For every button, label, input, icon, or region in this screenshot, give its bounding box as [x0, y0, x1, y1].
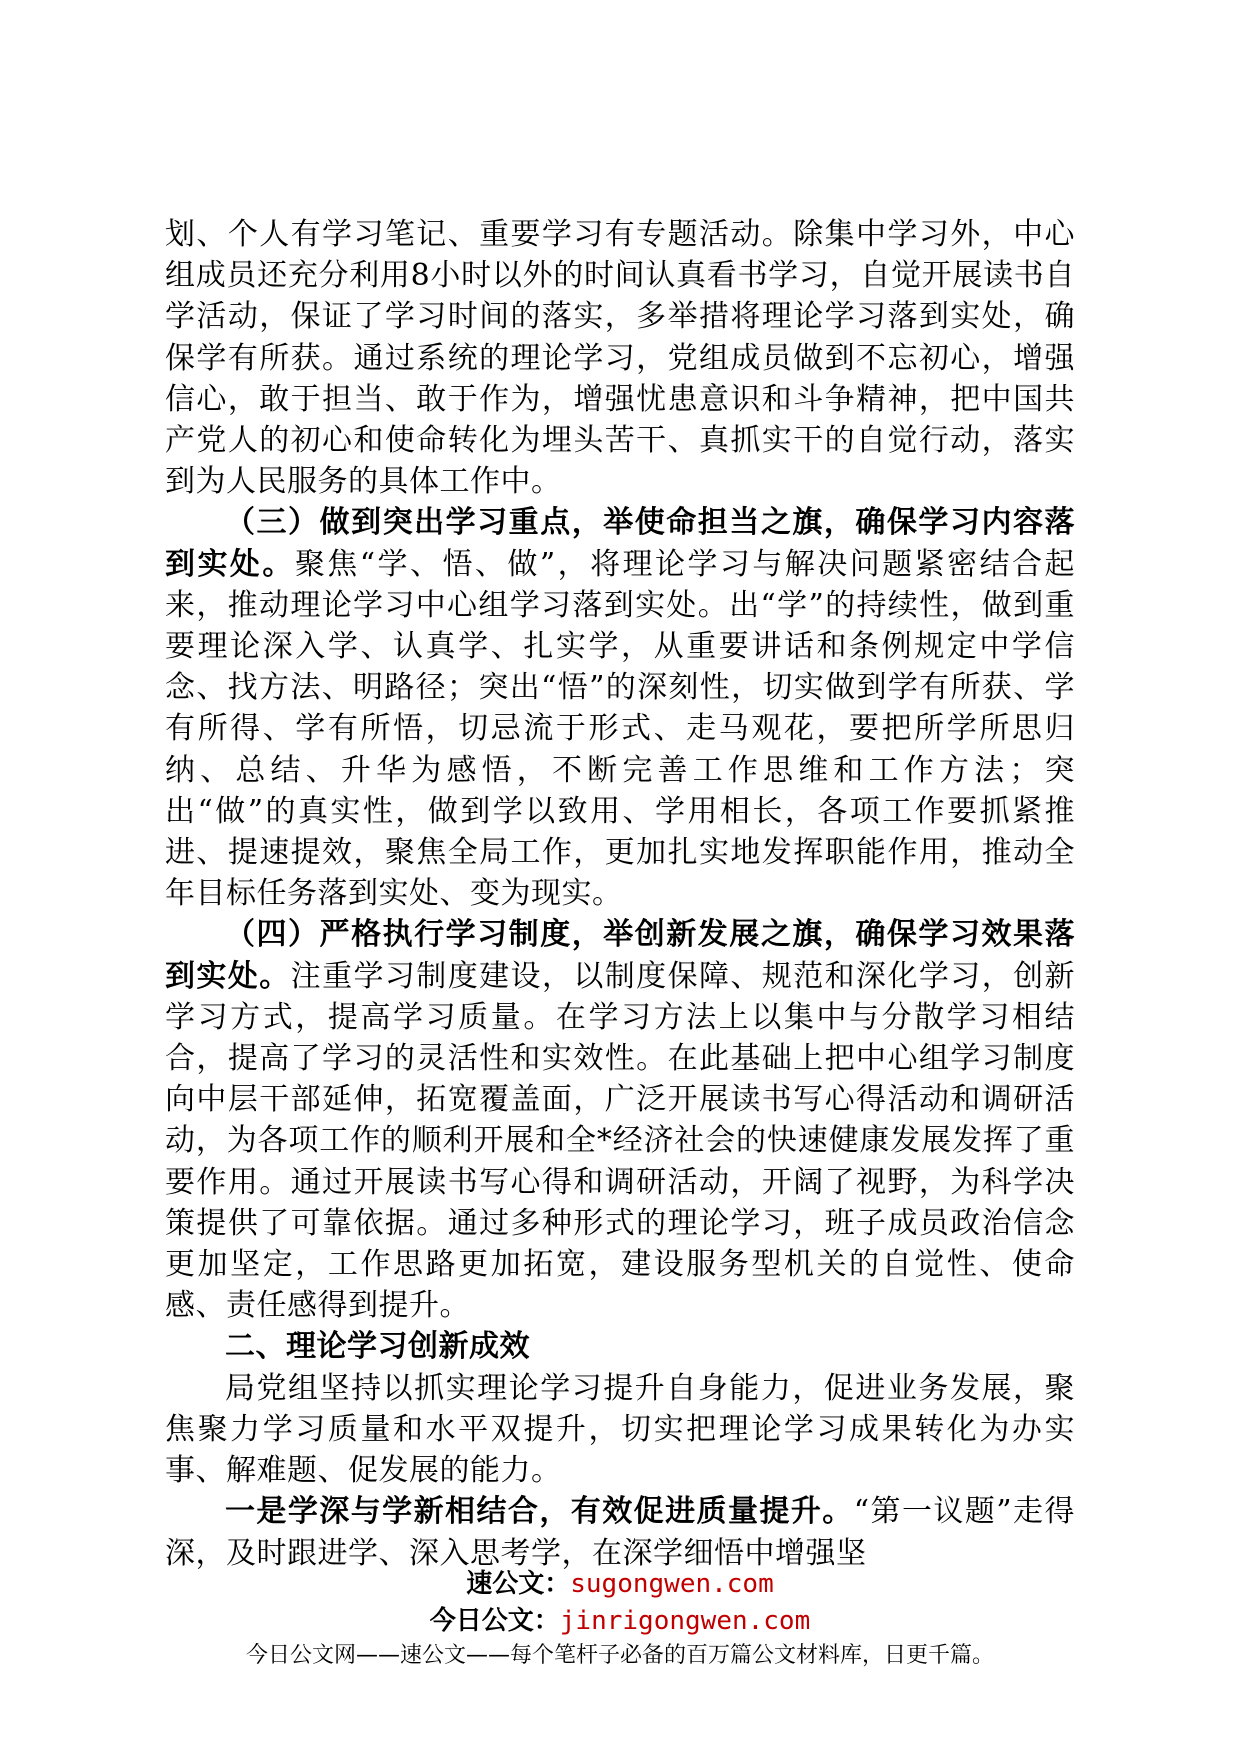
paragraph-point-1	[165, 1491, 1075, 1573]
footer-label: 今日公文：	[429, 1606, 560, 1636]
paragraph-section-3	[165, 502, 1075, 914]
footer-label: 速公文：	[466, 1569, 571, 1599]
paragraph-text: 划、个人有学习笔记、重要学习有专题活动。除集中学习外，中心组成员还充分利用8小时以外的时间认真看书学习，自觉开展读书自学活动，保证了学习时间的落实，多举措将理论学习落到实处，确保学有所获。通过系统的理论学习，党组成员做到不忘初心，增强信心，敢于担当、敢于作为，增强忧患意识和斗争精神，把中国共产党人的初心和使命转化为埋头苦干、真抓实干的自觉行动，落实到为人民服务的具体工作中。	[165, 217, 1075, 500]
point-heading-1: 一是学深与学新相结合，有效促进质量提升。	[225, 1494, 854, 1530]
paragraph-text: 局党组坚持以抓实理论学习提升自身能力，促进业务发展，聚焦聚力学习质量和水平双提升，切实把理论学习成果转化为办实事、解难题、促发展的能力。	[165, 1370, 1075, 1489]
paragraph-intro	[165, 1368, 1075, 1492]
chapter-heading-2: 二、理论学习创新成效	[225, 1329, 530, 1365]
footer-line-jinrigongwen	[0, 1600, 1240, 1637]
footer-line-sugongwen	[0, 1563, 1240, 1600]
footer-link-sugongwen[interactable]: sugongwen.com	[570, 1569, 774, 1599]
paragraph-text: 注重学习制度建设，以制度保障、规范和深化学习，创新学习方式，提高学习质量。在学习方法上以集中与分散学习相结合，提高了学习的灵活性和实效性。在此基础上把中心组学习制度向中层干部延伸，拓宽覆盖面，广泛开展读书写心得活动和调研活动，为各项工作的顺利开展和全*经济社会的快速健康发展发挥了重要作用。通过开展读书写心得和调研活动，开阔了视野，为科学决策提供了可靠依据。通过多种形式的理论学习，班子成员政治信念更加坚定，工作思路更加拓宽，建设服务型机关的自觉性、使命感、责任感得到提升。	[165, 958, 1076, 1324]
document-body	[165, 214, 1075, 1574]
section-heading-4: （四）严格执行学习制度，举创新发展之旗，确保学习效果落到实处。	[165, 917, 1075, 994]
footer-slogan: 今日公文网——速公文——每个笔杆子必备的百万篇公文材料库，日更千篇。	[245, 1643, 994, 1668]
section-heading-3: （三）做到突出学习重点，举使命担当之旗，确保学习内容落到实处。	[165, 505, 1075, 582]
footer-link-jinrigongwen[interactable]: jinrigongwen.com	[559, 1606, 811, 1636]
paragraph-text: 聚焦“学、悟、做”，将理论学习与解决问题紧密结合起来，推动理论学习中心组学习落到实处。出“学”的持续性，做到重要理论深入学、认真学、扎实学，从重要讲话和条例规定中学信念、找方法、明路径；突出“悟”的深刻性，切实做到学有所获、学有所得、学有所悟，切忌流于形式、走马观花，要把所学所思归纳、总结、升华为感悟，不断完善工作思维和工作方法；突出“做”的真实性，做到学以致用、学用相长，各项工作要抓紧推进、提速提效，聚焦全局工作，更加扎实地发挥职能作用，推动全年目标任务落到实处、变为现实。	[165, 546, 1075, 912]
paragraph-text: “第一议题”走得深，及时跟进学、深入思考学，在深学细悟中增强坚	[165, 1494, 1075, 1571]
paragraph-continuation	[165, 214, 1075, 502]
paragraph-section-4	[165, 914, 1075, 1326]
